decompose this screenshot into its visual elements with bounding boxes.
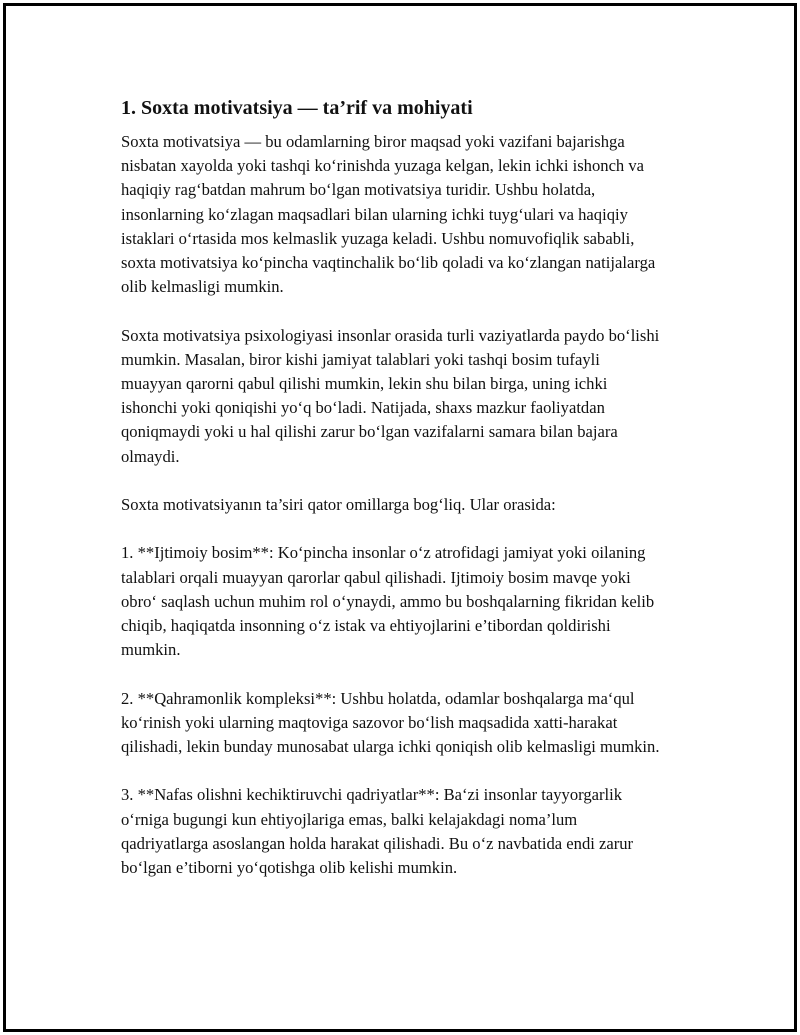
list-item-delaying-values: 3. **Nafas olishni kechiktiruvchi qadriyatlar**: Ba‘zi insonlar tayyorgarlik oʻrniga bugungi kun ehtiyojlariga emas, balki kelajakdagi noma’lum qadriyatlarga asoslangan holda harakat qilishadi. Bu oʻz navbatida endi zarur boʻlgan e’tiborni yoʻqotishga olib kelishi mumkin. <box>121 785 634 878</box>
paragraph-factors-intro: Soxta motivatsiyanın ta’siri qator omillarga bogʻliq. Ular orasida: <box>121 495 556 515</box>
list-item-hero-complex: 2. **Qahramonlik kompleksi**: Ushbu holatda, odamlar boshqalarga ma‘qul koʻrinish yoki ularning maqtoviga sazovor boʻlish maqsadida xatti-harakat qilishadi, lekin bunday munosabat ularga ichki qoniqish olib kelmasligi mumkin. <box>121 688 660 757</box>
document-page <box>3 3 797 1032</box>
paragraph-psychology: Soxta motivatsiya psixologiyasi insonlar orasida turli vaziyatlarda paydo boʻlishi mumkin. Masalan, biror kishi jamiyat talablari yoki tashqi bosim tufayli muayyan qarorni qabul qilishi mumkin, lekin shu bilan birga, uning ichki ishonchi yoki qoniqishi yoʻq boʻladi. Natijada, shaxs mazkur faoliyatdan qoniqmaydi yoki u hal qilishi zarur boʻlgan vazifalarni samara bilan bajara olmaydi. <box>121 325 660 466</box>
paragraph-definition: Soxta motivatsiya — bu odamlarning biror maqsad yoki vazifani bajarishga nisbatan xayolda yoki tashqi koʻrinishda yuzaga kelgan, lekin ichki ishonch va haqiqiy ragʻbatdan mahrum boʻlgan motivatsiya turidir. Ushbu holatda, insonlarning koʻzlagan maqsadlari bilan ularning ichki tuygʻulari va haqiqiy istaklari oʻrtasida mos kelmaslik yuzaga keladi. Ushbu nomuvofiqlik sababli, soxta motivatsiya koʻpincha vaqtinchalik boʻlib qoladi va koʻzlangan natijalarga olib kelmasligi mumkin. <box>121 132 656 297</box>
list-item-social-pressure: 1. **Ijtimoiy bosim**: Koʻpincha insonlar oʻz atrofidagi jamiyat yoki oilaning talablari orqali muayyan qarorlar qabul qilishadi. Ijtimoiy bosim mavqe yoki obroʻ saqlash uchun muhim rol oʻynaydi, ammo bu boshqalarning fikridan kelib chiqib, haqiqatda insonning oʻz istak va ehtiyojlarini e’tibordan qoldirishi mumkin. <box>121 543 655 660</box>
document-body <box>121 94 661 904</box>
section-title: 1. Soxta motivatsiya — ta’rif va mohiyati <box>121 97 473 119</box>
